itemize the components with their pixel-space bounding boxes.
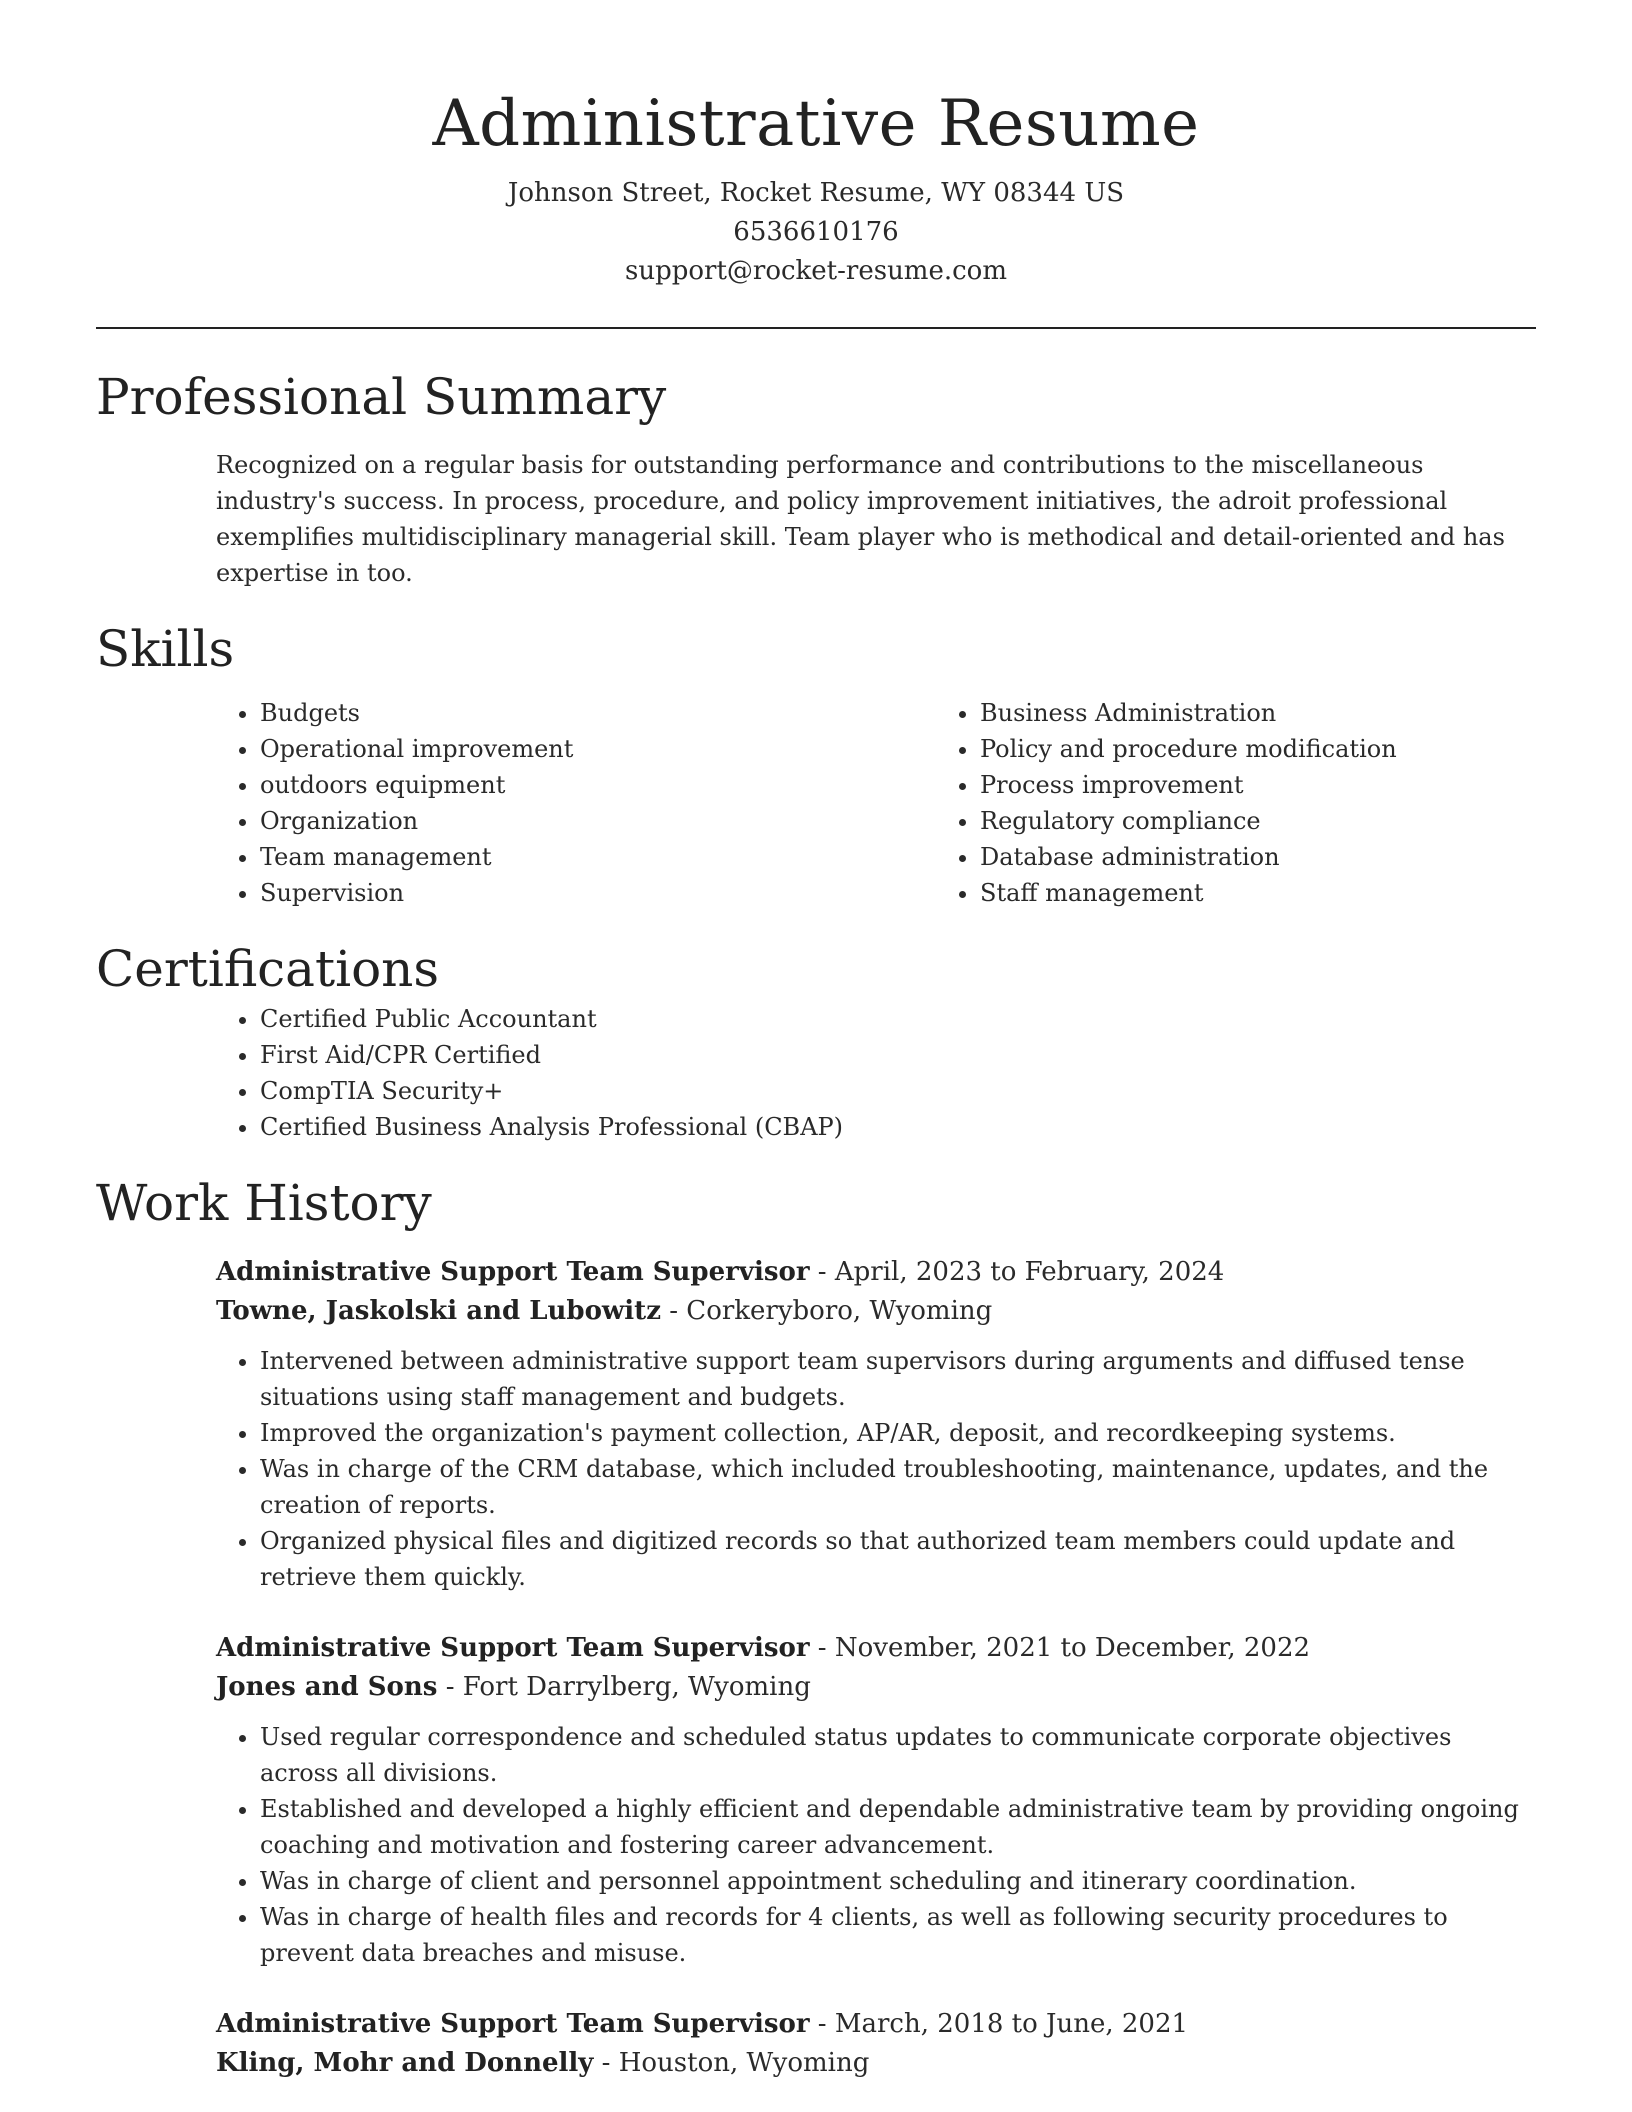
job-company: Jones and Sons	[216, 1672, 438, 1702]
skill-item: • Operational improvement	[260, 731, 816, 767]
job-title-line	[216, 2005, 1536, 2044]
skills-heading: Skills	[96, 620, 235, 678]
job-entry	[216, 1629, 1536, 1971]
job-title-line	[216, 1629, 1536, 1668]
job-location: Fort Darrylberg, Wyoming	[462, 1672, 811, 1702]
job-company-line	[216, 1292, 1536, 1331]
phone: 6536610176	[733, 217, 899, 247]
summary-text: Recognized on a regular basis for outstanding performance and contributions to the miscellaneous industry's success. In process, procedure, and policy improvement initiatives, the adroit professional exemplifies multidisciplinary managerial skill. Team player who is methodical and detail-oriented and has expertise in too.	[216, 451, 1505, 587]
job-title-line	[216, 1253, 1536, 1292]
email: support@rocket-resume.com	[624, 256, 1007, 286]
separator: -	[817, 1633, 835, 1663]
job-company-line	[216, 2044, 1536, 2083]
contact-block	[96, 174, 1536, 291]
job-bullets	[216, 1719, 1536, 1971]
job-bullet: • Was in charge of client and personnel appointment scheduling and itinerary coordination.	[260, 1863, 1536, 1899]
certifications-heading: Certifications	[96, 940, 440, 998]
resume-title: Administrative Resume	[432, 87, 1200, 161]
resume-header	[96, 0, 1536, 291]
certification-item: • Certified Public Accountant	[260, 1001, 1536, 1037]
job-location: Houston, Wyoming	[618, 2048, 870, 2078]
job-dates: April, 2023 to February, 2024	[834, 1257, 1225, 1287]
summary-heading: Professional Summary	[96, 368, 667, 426]
skill-item: • Team management	[260, 839, 816, 875]
job-bullet: • Intervened between administrative support team supervisors during arguments and diffused tense situations using staff management and budgets.	[260, 1343, 1536, 1415]
separator: -	[817, 2009, 835, 2039]
job-bullet: • Organized physical files and digitized records so that authorized team members could update and retrieve them quickly.	[260, 1523, 1536, 1595]
job-location: Corkeryboro, Wyoming	[686, 1296, 993, 1326]
skill-item: • Budgets	[260, 695, 816, 731]
job-company-line	[216, 1668, 1536, 1707]
job-bullets	[216, 1343, 1536, 1595]
job-company: Towne, Jaskolski and Lubowitz	[216, 1296, 661, 1326]
header-divider	[96, 327, 1536, 329]
skill-item: • outdoors equipment	[260, 767, 816, 803]
skills-list-left	[96, 695, 816, 911]
skill-item: • Supervision	[260, 875, 816, 911]
job-entry	[216, 2005, 1536, 2083]
skill-item: • Organization	[260, 803, 816, 839]
job-dates: March, 2018 to June, 2021	[834, 2009, 1189, 2039]
job-role: Administrative Support Team Supervisor	[216, 2009, 810, 2039]
job-role: Administrative Support Team Supervisor	[216, 1633, 810, 1663]
job-entry	[216, 1253, 1536, 1595]
address: Johnson Street, Rocket Resume, WY 08344 US	[507, 178, 1125, 208]
work-history-heading: Work History	[96, 1174, 432, 1232]
job-company: Kling, Mohr and Donnelly	[216, 2048, 594, 2078]
skill-item: • Regulatory compliance	[980, 803, 1536, 839]
separator: -	[817, 1257, 835, 1287]
job-dates: November, 2021 to December, 2022	[834, 1633, 1311, 1663]
certification-item: • CompTIA Security+	[260, 1073, 1536, 1109]
job-bullet: • Was in charge of the CRM database, which included troubleshooting, maintenance, updates, and the creation of reports.	[260, 1451, 1536, 1523]
skill-item: • Staff management	[980, 875, 1536, 911]
certifications-list	[96, 1001, 1536, 1145]
certification-item: • First Aid/CPR Certified	[260, 1037, 1536, 1073]
job-bullet: • Used regular correspondence and scheduled status updates to communicate corporate objectives across all divisions.	[260, 1719, 1536, 1791]
skill-item: • Database administration	[980, 839, 1536, 875]
skill-item: • Process improvement	[980, 767, 1536, 803]
job-role: Administrative Support Team Supervisor	[216, 1257, 810, 1287]
job-bullet: • Improved the organization's payment collection, AP/AR, deposit, and recordkeeping systems.	[260, 1415, 1536, 1451]
skill-item: • Policy and procedure modification	[980, 731, 1536, 767]
separator: -	[445, 1672, 463, 1702]
separator: -	[669, 1296, 687, 1326]
skills-grid	[96, 695, 1536, 911]
certification-item: • Certified Business Analysis Professional (CBAP)	[260, 1109, 1536, 1145]
resume-page	[96, 0, 1536, 2083]
skills-list-right	[816, 695, 1536, 911]
skill-item: • Business Administration	[980, 695, 1536, 731]
separator: -	[601, 2048, 619, 2078]
job-bullet: • Established and developed a highly efficient and dependable administrative team by providing ongoing coaching and motivation and fostering career advancement.	[260, 1791, 1536, 1863]
job-bullet: • Was in charge of health files and records for 4 clients, as well as following security procedures to prevent data breaches and misuse.	[260, 1899, 1536, 1971]
